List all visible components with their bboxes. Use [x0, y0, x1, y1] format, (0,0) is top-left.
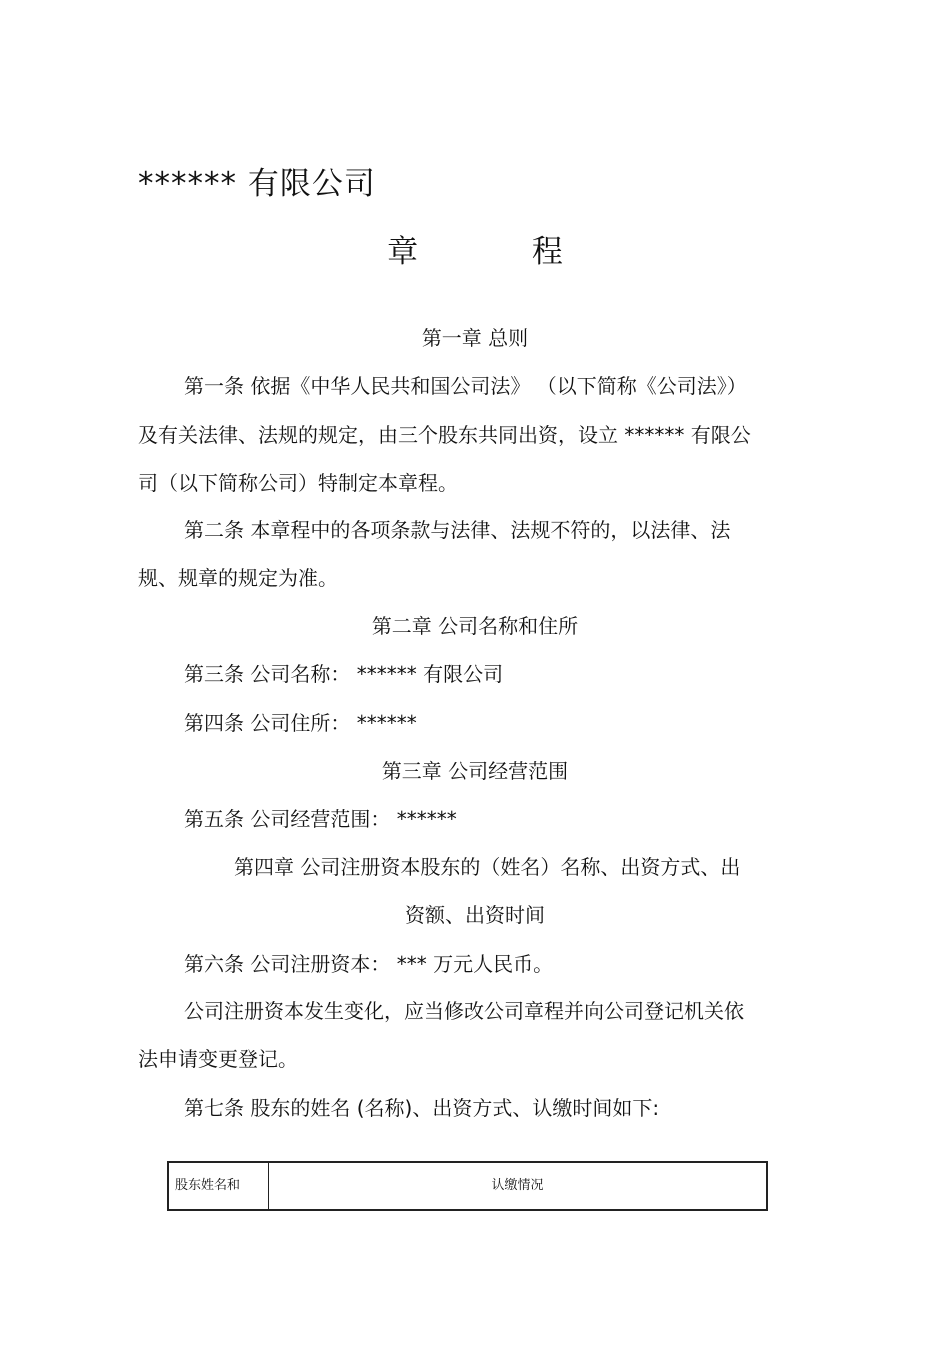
article-2-line-1: 第二条 本章程中的各项条款与法律、法规不符的，以法律、法	[184, 518, 731, 542]
chapter-4-heading-line-1: 第四章 公司注册资本股东的（姓名）名称、出资方式、出	[234, 855, 741, 879]
article-3: 第三条 公司名称： ****** 有限公司	[184, 662, 504, 686]
article-1-line-2: 及有关法律、法规的规定，由三个股东共同出资，设立 ****** 有限公	[138, 423, 751, 447]
shareholder-table	[167, 1161, 768, 1211]
article-1-line-3: 司（以下简称公司）特制定本章程。	[138, 471, 458, 495]
table-header-subscription: 认缴情况	[491, 1178, 544, 1193]
article-7: 第七条 股东的姓名 (名称)、出资方式、认缴时间如下:	[184, 1096, 660, 1120]
article-6: 第六条 公司注册资本： *** 万元人民币。	[184, 952, 554, 976]
company-name-heading: ****** 有限公司	[138, 166, 376, 202]
chapter-3-heading: 第三章 公司经营范围	[381, 759, 569, 783]
table-header-shareholder-name: 股东姓名和	[169, 1163, 269, 1209]
capital-change-line-1: 公司注册资本发生变化，应当修改公司章程并向公司登记机关依	[184, 999, 744, 1023]
chapter-4-heading-line-2: 资额、出资时间	[405, 903, 545, 927]
chapter-1-heading: 第一章 总则	[421, 326, 529, 350]
capital-change-line-2: 法申请变更登记。	[138, 1047, 298, 1071]
article-5: 第五条 公司经营范围： ******	[184, 807, 457, 831]
article-1-line-1: 第一条 依据《中华人民共和国公司法》 （以下简称《公司法》）	[184, 374, 747, 398]
article-4: 第四条 公司住所： ******	[184, 711, 417, 735]
chapter-2-heading: 第二章 公司名称和住所	[371, 614, 579, 638]
charter-title: 章 程	[387, 234, 615, 270]
article-2-line-2: 规、规章的规定为准。	[138, 566, 338, 590]
